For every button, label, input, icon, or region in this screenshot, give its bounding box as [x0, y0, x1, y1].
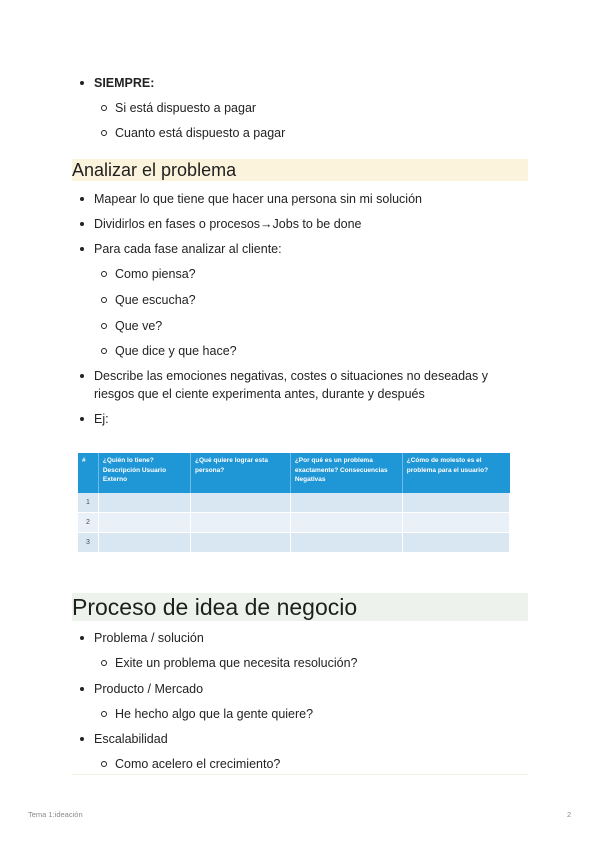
heading-analizar-problema: Analizar el problema: [72, 159, 528, 181]
table-cell-number: 3: [78, 533, 98, 553]
list-item: Mapear lo que tiene que hacer una persona sin mi solución: [94, 192, 422, 206]
list-item: Producto / Mercado: [94, 682, 204, 696]
table-header-cell: ¿Por qué es un problema exactamente? Consecuencias Negativas: [290, 453, 402, 493]
table-header-cell: ¿Qué quiere lograr esta persona?: [190, 453, 290, 493]
table-header-cell: #: [78, 453, 98, 493]
table-cell-number: 2: [78, 513, 98, 533]
footer-title: Tema 1:ideación: [28, 810, 83, 819]
list-subitem: He hecho algo que la gente quiere?: [115, 707, 314, 721]
section-divider: [72, 774, 528, 775]
table-cell: [190, 493, 290, 513]
table-cell: [98, 493, 190, 513]
table-row: [78, 493, 510, 513]
list-item: Para cada fase analizar al cliente:: [94, 242, 282, 256]
table-header-row: [78, 453, 510, 493]
table-cell: [190, 513, 290, 533]
table-cell: [290, 493, 402, 513]
table-cell: [290, 513, 402, 533]
list-subitem: Si está dispuesto a pagar: [115, 101, 257, 115]
heading-proceso-idea-negocio: Proceso de idea de negocio: [72, 593, 528, 621]
list-subitem: Cuanto está dispuesto a pagar: [115, 126, 286, 140]
list-item-siempre: SIEMPRE:: [94, 76, 155, 90]
table-cell: [290, 533, 402, 553]
table-row: [78, 533, 510, 553]
list-subitem: Exite un problema que necesita resolución?: [115, 656, 358, 670]
table-cell: [190, 533, 290, 553]
page-number: 2: [567, 810, 572, 819]
table-cell: [402, 493, 509, 513]
table-cell: [98, 513, 190, 533]
list-item: Problema / solución: [94, 631, 204, 645]
table-row: [78, 513, 510, 533]
list-subitem: Como acelero el crecimiento?: [115, 757, 281, 771]
table-header-cell: ¿Quién lo tiene? Descripción Usuario Externo: [98, 453, 190, 493]
list-subitem: Como piensa?: [115, 267, 196, 281]
list-item: Escalabilidad: [94, 732, 168, 746]
list-subitem: Que escucha?: [115, 293, 196, 307]
list-item: Ej:: [94, 412, 109, 426]
table-cell: [402, 513, 509, 533]
list-item: Describe las emociones negativas, costes o situaciones no deseadas y riesgos que el ciente experimenta antes, durante y después: [94, 367, 514, 403]
problem-analysis-table: [78, 453, 510, 553]
table-cell: [98, 533, 190, 553]
list-item: Dividirlos en fases o procesos→Jobs to be done: [94, 217, 362, 231]
table-cell: [402, 533, 509, 553]
table-cell-number: 1: [78, 493, 98, 513]
list-subitem: Que dice y que hace?: [115, 344, 237, 358]
table-header-cell: ¿Cómo de molesto es el problema para el usuario?: [402, 453, 509, 493]
list-subitem: Que ve?: [115, 319, 163, 333]
